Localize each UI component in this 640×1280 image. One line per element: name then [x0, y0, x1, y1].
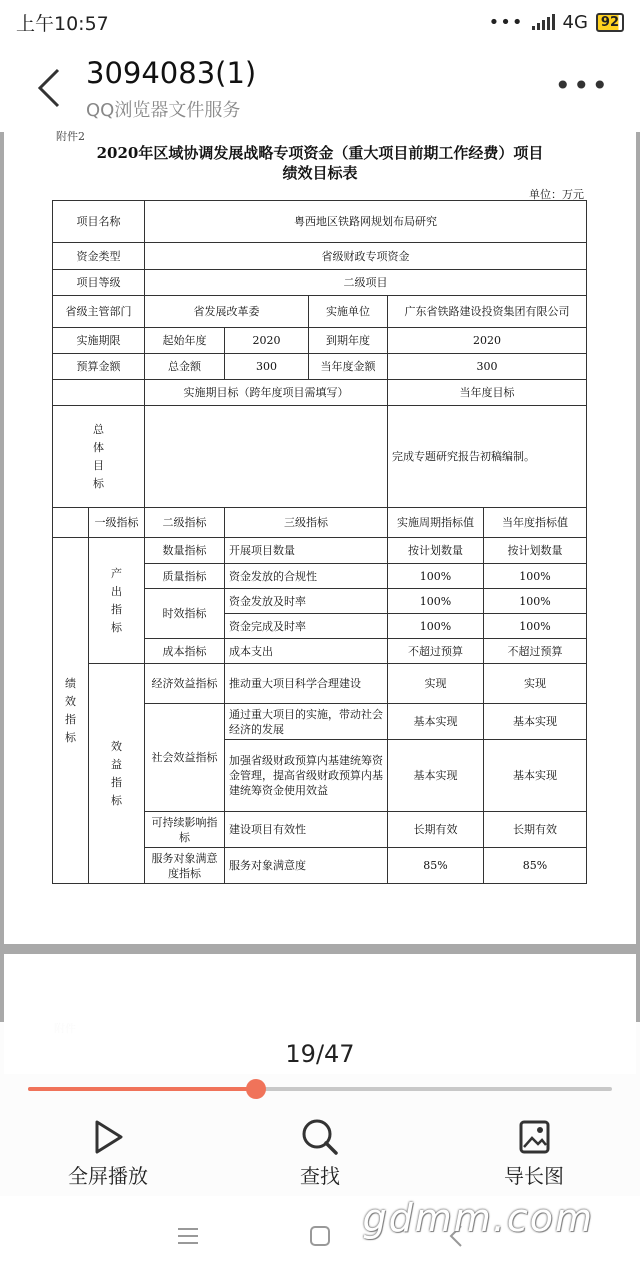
- cell: 实施期目标（跨年度项目需填写）: [145, 380, 388, 406]
- play-icon: [88, 1117, 128, 1157]
- cell: 成本支出: [225, 639, 388, 664]
- cell: 100%: [388, 564, 484, 589]
- cell: 当年度指标值: [484, 508, 587, 538]
- cell: [89, 538, 145, 664]
- cell: 当年度金额: [309, 354, 388, 380]
- status-bar: [0, 0, 640, 44]
- cell: 不超过预算: [388, 639, 484, 664]
- cell: 实现: [484, 664, 587, 704]
- cell: 一级指标: [89, 508, 145, 538]
- cell: 实现: [388, 664, 484, 704]
- cell: 二级指标: [145, 508, 225, 538]
- cell: 按计划数量: [484, 538, 587, 564]
- search-icon: [300, 1117, 340, 1157]
- cell: 二级项目: [145, 270, 587, 296]
- cell: 300: [225, 354, 309, 380]
- table-row: [53, 296, 587, 328]
- menu-icon[interactable]: [176, 1224, 200, 1248]
- back-arrow-icon[interactable]: [34, 66, 64, 110]
- annex-label: 附件2: [56, 130, 85, 143]
- cell: 资金完成及时率: [225, 614, 388, 639]
- benefit-label: 效益指标: [111, 739, 122, 807]
- cell: 推动重大项目科学合理建设: [225, 664, 388, 704]
- cell: 服务对象满意度: [225, 848, 388, 884]
- page-slider[interactable]: [28, 1087, 612, 1091]
- cell: [89, 664, 145, 884]
- cell: 省级主管部门: [53, 296, 145, 328]
- cell: [53, 538, 89, 884]
- fullscreen-label: 全屏播放: [68, 1164, 148, 1188]
- cell: 服务对象满意度指标: [145, 848, 225, 884]
- more-dots-icon: •••: [488, 11, 524, 33]
- cell: 资金发放及时率: [225, 589, 388, 614]
- cell: 100%: [484, 589, 587, 614]
- more-menu-icon[interactable]: •••: [554, 69, 610, 102]
- viewer-controls: [0, 1022, 640, 1196]
- cell: 总金额: [145, 354, 225, 380]
- performance-table: [52, 200, 587, 884]
- page-indicator: 19/47: [285, 1040, 355, 1068]
- file-subtitle: QQ浏览器文件服务: [86, 100, 241, 121]
- long-image-icon: [514, 1117, 554, 1157]
- overall-goal-label: 总体目标: [93, 422, 104, 490]
- cell: 粤西地区铁路网规划布局研究: [145, 201, 587, 243]
- cell: 实施期限: [53, 328, 145, 354]
- cell: 2020: [225, 328, 309, 354]
- find-button[interactable]: [250, 1114, 390, 1189]
- cell: 长期有效: [484, 812, 587, 848]
- cell: 2020: [388, 328, 587, 354]
- cell: 实施周期指标值: [388, 508, 484, 538]
- cell: 当年度目标: [388, 380, 587, 406]
- battery-icon: [596, 13, 624, 32]
- cell: 可持续影响指标: [145, 812, 225, 848]
- cell: 300: [388, 354, 587, 380]
- table-row: [53, 664, 587, 704]
- table-row: [53, 380, 587, 406]
- cell: 三级指标: [225, 508, 388, 538]
- cell: [53, 406, 145, 508]
- cell: 100%: [484, 614, 587, 639]
- document-page: [4, 132, 636, 944]
- cell: 经济效益指标: [145, 664, 225, 704]
- cell: 数量指标: [145, 538, 225, 564]
- cell: 项目名称: [53, 201, 145, 243]
- output-label: 产出指标: [111, 566, 122, 634]
- cell: 时效指标: [145, 589, 225, 639]
- cell: 资金发放的合规性: [225, 564, 388, 589]
- cell: 开展项目数量: [225, 538, 388, 564]
- table-row: [53, 406, 587, 508]
- watermark-text: gdmm.com: [362, 1196, 594, 1240]
- table-row: [53, 270, 587, 296]
- status-time: 上午10:57: [16, 12, 109, 35]
- page-slider-fill: [28, 1087, 256, 1091]
- signal-icon: [532, 14, 555, 30]
- table-row: [53, 201, 587, 243]
- file-title: 3094083(1): [86, 56, 257, 90]
- battery-level: 92: [600, 14, 619, 30]
- cell: 质量指标: [145, 564, 225, 589]
- cell: 基本实现: [388, 704, 484, 740]
- cell: 省级财政专项资金: [145, 243, 587, 270]
- doc-title-line2: 绩效目标表: [282, 164, 358, 182]
- app-header: [0, 44, 640, 132]
- table-row: [53, 354, 587, 380]
- cell: 加强省级财政预算内基建统筹资金管理，提高省级财政预算内基建统筹资金使用效益: [225, 740, 388, 812]
- cell: 100%: [388, 589, 484, 614]
- cell: 基本实现: [484, 740, 587, 812]
- cell: 基本实现: [388, 740, 484, 812]
- table-row: [53, 538, 587, 564]
- cell: 85%: [484, 848, 587, 884]
- cell: 到期年度: [309, 328, 388, 354]
- cell: [145, 406, 388, 508]
- cell: 项目等级: [53, 270, 145, 296]
- unit-label: 单位：万元: [529, 188, 584, 201]
- cell: 起始年度: [145, 328, 225, 354]
- cell: 不超过预算: [484, 639, 587, 664]
- status-icons: [489, 12, 624, 33]
- cell: 100%: [484, 564, 587, 589]
- document-viewer[interactable]: [0, 132, 640, 1022]
- cell: 省发展改革委: [145, 296, 309, 328]
- perf-label: 绩效指标: [65, 676, 76, 744]
- cell: 成本指标: [145, 639, 225, 664]
- cell: 资金类型: [53, 243, 145, 270]
- cell: 85%: [388, 848, 484, 884]
- network-type: 4G: [562, 11, 588, 33]
- fullscreen-button[interactable]: [38, 1114, 178, 1189]
- table-row: [53, 243, 587, 270]
- cell: [53, 508, 89, 538]
- cell: 通过重大项目的实施，带动社会经济的发展: [225, 704, 388, 740]
- cell: 完成专题研究报告初稿编制。: [388, 406, 587, 508]
- cell: 广东省铁路建设投资集团有限公司: [388, 296, 587, 328]
- cell: 社会效益指标: [145, 704, 225, 812]
- export-long-image-button[interactable]: [464, 1114, 604, 1189]
- cell: 按计划数量: [388, 538, 484, 564]
- cell: [53, 380, 145, 406]
- cell: 实施单位: [309, 296, 388, 328]
- table-row: [53, 328, 587, 354]
- cell: 建设项目有效性: [225, 812, 388, 848]
- cell: 预算金额: [53, 354, 145, 380]
- cell: 长期有效: [388, 812, 484, 848]
- export-label: 导长图: [504, 1164, 564, 1188]
- page-slider-handle[interactable]: [246, 1079, 266, 1099]
- cell: 100%: [388, 614, 484, 639]
- table-row: [53, 508, 587, 538]
- cell: 基本实现: [484, 704, 587, 740]
- home-icon[interactable]: [308, 1224, 332, 1248]
- find-label: 查找: [300, 1164, 340, 1188]
- doc-title-line1: 2020年区域协调发展战略专项资金（重大项目前期工作经费）项目: [96, 144, 544, 162]
